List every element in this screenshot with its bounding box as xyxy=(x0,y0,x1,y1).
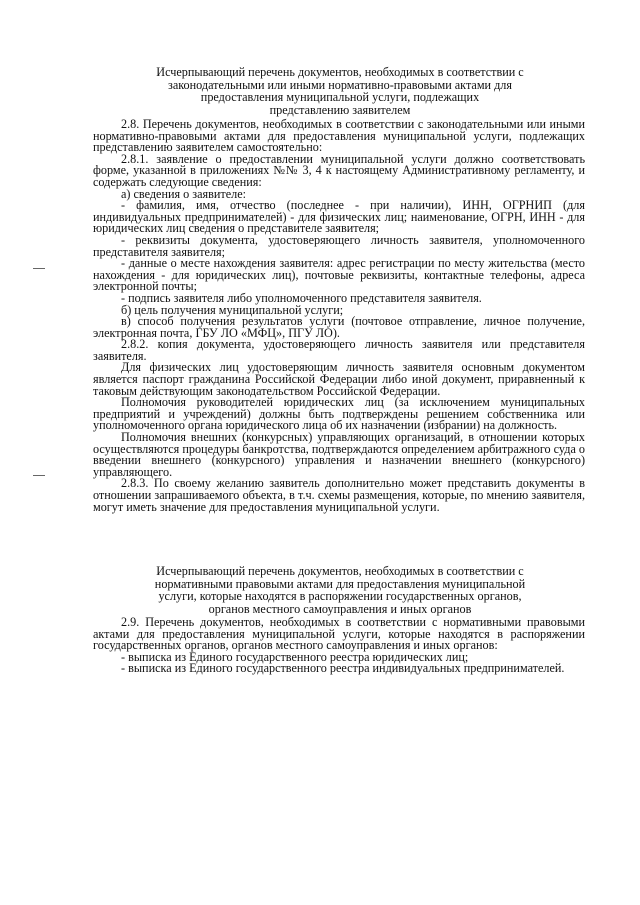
paragraph: Для физических лиц удостоверяющим личность заявителя основным документом является паспорт гражданина Российской Федерации либо иной документ, приравненный к таковым действующим законодательством Российской Федерации. xyxy=(93,360,585,398)
heading-line: Исчерпывающий перечень документов, необходимых в соответствии с xyxy=(156,564,524,578)
heading-line: Исчерпывающий перечень документов, необходимых в соответствии с xyxy=(156,65,524,79)
section-heading-2 xyxy=(100,565,580,615)
paragraph: - данные о месте нахождения заявителя: адрес регистрации по месту жительства (место нахождения - для юридических лиц), почтовые реквизиты, контактные телефоны, адреса электронной почты; xyxy=(93,256,585,294)
heading-line: предоставления муниципальной услуги, подлежащих xyxy=(200,90,480,105)
section-heading-1 xyxy=(100,66,580,116)
paragraph: б) цель получения муниципальной услуги; xyxy=(121,302,344,317)
paragraph: 2.8.2. копия документа, удостоверяющего личность заявителя или представителя заявителя. xyxy=(93,337,585,363)
heading-line: услуги, которые находятся в распоряжении государственных органов, xyxy=(158,589,522,604)
paragraph: 2.8.1. заявление о предоставлении муниципальной услуги должно соответствовать форме, указанной в приложениях №№ 3, 4 к настоящему Административному регламенту, и содержать следующие сведения: xyxy=(93,151,585,189)
paragraph: 2.8.3. По своему желанию заявитель дополнительно может представить документы в отношении запрашиваемого объекта, в т.ч. схемы размещения, которые, по мнению заявителя, могут иметь значение для предоставления муниципальной услуги. xyxy=(93,476,585,514)
paragraph: Полномочия руководителей юридических лиц (за исключением муниципальных предприятий и учреждений) должны быть подтверждены решением собственника или уполномоченного органа юридического лица об их назначении (избрании) на должность. xyxy=(93,395,585,433)
paragraph: - подпись заявителя либо уполномоченного представителя заявителя. xyxy=(121,290,482,305)
heading-line: органов местного самоуправления и иных органов xyxy=(208,601,472,616)
heading-line: представлению заявителем xyxy=(269,102,411,117)
heading-line: законодательными или иными нормативно-правовыми актами для xyxy=(168,77,512,92)
paragraph: 2.8. Перечень документов, необходимых в соответствии с законодательными или иными нормативно-правовыми актами для предоставления муниципальной услуги, подлежащих представлению заявителем самостоятельно: xyxy=(93,117,585,155)
section-1-body xyxy=(93,119,585,513)
margin-mark xyxy=(33,475,45,476)
paragraph: - выписка из Единого государственного реестра индивидуальных предпринимателей. xyxy=(121,661,565,676)
margin-mark xyxy=(33,268,45,269)
paragraph: а) сведения о заявителе: xyxy=(121,186,247,201)
paragraph: Полномочия внешних (конкурсных) управляющих организаций, в отношении которых осуществляются процедуры банкротства, подтверждаются определением арбитражного суда о введении внешнего (конкурсного) управления и назначении внешнего (конкурсного) управляющего. xyxy=(93,430,585,479)
paragraph: в) способ получения результатов услуги (почтовое отправление, личное получение, электронная почта, ГБУ ЛО «МФЦ», ПГУ ЛО). xyxy=(93,314,585,340)
paragraph: - фамилия, имя, отчество (последнее - при наличии), ИНН, ОГРНИП (для индивидуальных предпринимателей) - для физических лиц; наименование, ОГРН, ИНН - для юридических лиц сведения о представителе заявителя; xyxy=(93,198,585,236)
paragraph: 2.9. Перечень документов, необходимых в соответствии с нормативными правовыми актами для предоставления муниципальной услуги, которые находятся в распоряжении государственных органов, органов местного самоуправления и иных органов: xyxy=(93,615,585,653)
paragraph: - реквизиты документа, удостоверяющего личность заявителя, уполномоченного представителя заявителя; xyxy=(93,232,585,259)
paragraph: - выписка из Единого государственного реестра юридических лиц; xyxy=(121,649,469,664)
heading-line: нормативными правовыми актами для предоставления муниципальной xyxy=(154,576,526,591)
section-2-body xyxy=(93,617,585,675)
